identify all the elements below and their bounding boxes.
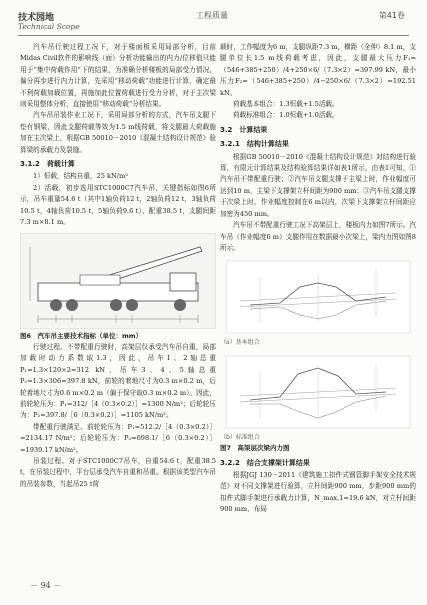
left-column	[20, 42, 216, 490]
fem-plot-basic	[220, 257, 416, 337]
subsection-heading: 3.2.2 结合支撑架计算结果	[220, 458, 310, 467]
section-title: 技术园地	[18, 13, 55, 23]
figure-caption: 图6 汽车吊主要技术指标（单位：mm）	[20, 331, 143, 340]
subfigure-caption: （a）基本组合	[220, 339, 260, 347]
beam-force-diagram-standard	[220, 352, 416, 432]
paragraph: 汽车吊行驶过程工况下，对于楼面板采用局部分析，目前Midas Civil软件的影响线（面）分析功能输出的内力/位移值只能用于“集中荷载作用”下的结果，为准确分析楼板的局部受力情况，偏分再步进行内力计算，先采用“移动荷载”功能进行计算，确定最不利荷载加载位置，再施加此位置荷载进行受力分析，对于主次梁则采用整体分析，直接使用“移动荷载”分析结果。	[20, 43, 216, 109]
subfigure-caption: （b）标准组合	[220, 433, 260, 441]
page-header	[0, 0, 427, 38]
paragraph: 荷载基本组合：1.3恒载+1.5活载。	[233, 100, 339, 109]
paragraph: 荷载标准组合：1.0恒载+1.0活载。	[233, 111, 339, 120]
list-item: 1）恒载，结构自重，25 kN/m³	[33, 172, 128, 181]
paragraph: 载时，工作幅度为6 m，支腿纵距7.3 m，横距（全伸）8.1 m，支腿单位长1.5 m线荷载考虑，因此，支腿最大压力F₁=（546+385+250）/4+250×6/（7.3×2）=397.99 kN，最小压力F₂=（546+385+250）/4−250×6/（7.3×2）=192.51 kN。	[220, 43, 416, 97]
header-rule	[18, 35, 409, 36]
figure-caption: 图7 高架层次梁内力图	[220, 444, 290, 453]
volume-label: 第41卷	[378, 11, 405, 20]
paragraph: 汽车吊不带配重行驶工况下高架层上，楼板内力如图7所示。汽车吊（作业幅度6 m）支腿作用在数据最小次梁上，梁内力图如图8所示。	[220, 221, 416, 252]
crane-figure	[20, 233, 216, 329]
fem-plot-standard	[220, 352, 416, 432]
crane-drawing	[20, 233, 216, 329]
paragraph: 根据JGJ 130－2011《建筑施工扣件式钢管脚手架安全技术规范》对不同支撑架进行验算，立杆间距900 mm，步距900 mm的扣件式脚手架进行承载力计算，N_max,1=19.6 kN，对立杆间距900 mm、布局	[220, 470, 416, 514]
right-column	[220, 42, 416, 516]
section-subtitle: Technical Scope	[18, 22, 80, 31]
subsection-heading: 3.1.2 荷载计算	[20, 160, 75, 169]
paragraph: 吊装过程。对于STC1000C7吊车，自重54.6 t，配重38.5 t，在吊装过程中，平台层承受汽车自重和吊重。根据该类型汽车吊的吊装参数，当起吊25 t荷	[20, 456, 216, 488]
journal-name: 工程质量	[196, 11, 228, 20]
paragraph: 根据GB 50010－2010《混凝土结构设计规范》对结构进行验算，有限元计算结果及结构验算结果详如表1所示，由表1可知，①汽车吊不带配重行驶；②汽车吊支腿支撑于主梁上时，作业幅度可达到10 m，主梁下支撑架立杆间距为900 mm；③汽车吊支腿支撑于次梁上时，作业幅度控制在6 m以内，次梁下支撑架立杆间距应加密为450 mm。	[220, 152, 416, 218]
page-number: － 94 －	[30, 581, 62, 590]
list-item: 2）活载，初步选用STC1000C7汽车吊，关键指标如图6所示，吊车重量54.6 t（其中1轴负荷12 t，2轴负荷12 t，3轴负荷10.5 t，4轴负荷10.5 t，5轴负荷9.6 t），配重38.5 t，支腿间距7.3 m×8.1 m。	[20, 183, 216, 227]
beam-force-diagram-basic	[220, 257, 416, 337]
paragraph: 带配重行驶满足。前轮轮压为：P₁=512.2/［4（0.3×0.2）］=2134.17 N/m²；后轮轮压为：P₂=698.1/［6（0.3×0.2）］=1939.17 kN/m²。	[20, 422, 216, 454]
section-heading: 3.2 计算结果	[220, 125, 268, 134]
paragraph: 行驶过程。不带配重行驶时，高架层仅承受汽车吊自重，局部加载时动力系数取1.3，因此，吊车1、2轴总重P₁=1.3×120×2=312 kN，吊车3、4、5轴总重P₂=1.3×306=397.8 kN，前轮的着地尺寸为0.3 m×0.2 m，后轮着地尺寸为0.6 m×0.2 m（偏于保守取0.3 m×0.2 m）。因此，前轮轮压为：P₁=312/［4（0.3×0.2）］=1300 N/m²；后轮轮压为：P₂=397.8/［6（0.3×0.2）］=1105 kN/m²。	[20, 342, 216, 420]
subsection-heading: 3.2.1 结构计算结果	[220, 140, 289, 149]
paragraph: 汽车吊吊装作业工况下，采用局部分析的方式，汽车吊支腿下垫有钢梁，因此支腿荷载等效为1.5 m线荷载，将支腿最大荷载施加在主次梁上，根据GB 50010－2010《混凝土结构设计规范》验算梁的承载力及裂缝。	[20, 111, 216, 154]
